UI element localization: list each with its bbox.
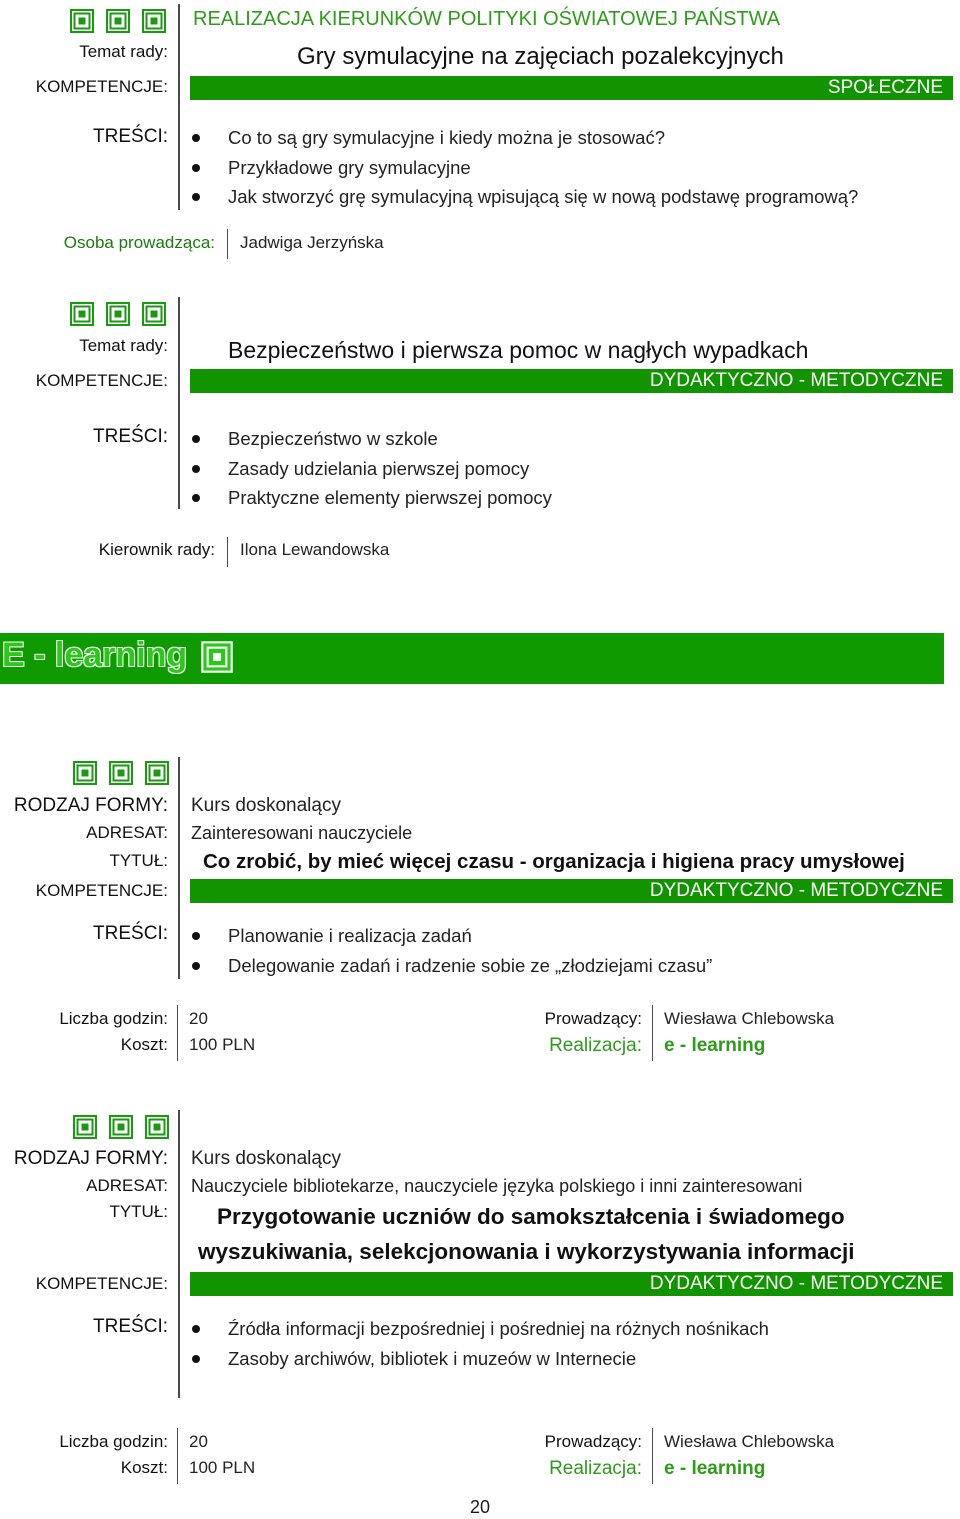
leader-value: Wiesława Chlebowska xyxy=(664,1009,835,1028)
person-name: Jadwiga Jerzyńska xyxy=(240,233,384,252)
list-item: Bezpieczeństwo w szkole xyxy=(190,424,552,454)
divider xyxy=(177,1005,178,1061)
adresat-label: ADRESAT: xyxy=(86,1176,168,1195)
square-icon xyxy=(106,302,130,326)
leader-label: Prowadzący: xyxy=(544,1432,642,1451)
square-icon xyxy=(145,1115,169,1139)
tresci-list xyxy=(190,123,858,212)
temat-label: Temat rady: xyxy=(79,42,168,61)
square-icon xyxy=(73,761,97,785)
temat-label: Temat rady: xyxy=(79,336,168,355)
course-title-line1: Przygotowanie uczniów do samokształcenia i świadomego xyxy=(217,1204,845,1229)
adresat-label: ADRESAT: xyxy=(86,823,168,842)
realizacja-label: Realizacja: xyxy=(549,1458,642,1479)
square-icon xyxy=(142,9,166,33)
tresci-list xyxy=(190,921,712,980)
kompetencje-bar xyxy=(190,369,953,393)
kompetencje-value: DYDAKTYCZNO - METODYCZNE xyxy=(649,880,943,901)
section-header: REALIZACJA KIERUNKÓW POLITYKI OŚWIATOWEJ PAŃSTWA xyxy=(193,8,781,30)
adresat-value: Zainteresowani nauczyciele xyxy=(191,823,413,843)
course-title: Co zrobić, by mieć więcej czasu - organizacja i higiena pracy umysłowej xyxy=(203,850,905,873)
list-item: Praktyczne elementy pierwszej pomocy xyxy=(190,483,552,513)
realizacja-value: e - learning xyxy=(664,1458,766,1479)
adresat-value: Nauczyciele bibliotekarze, nauczyciele języka polskiego i inni zainteresowani xyxy=(191,1176,803,1196)
tresci-label: TREŚCI: xyxy=(93,426,168,447)
divider xyxy=(227,537,228,567)
section-banner xyxy=(0,633,944,684)
tresci-list xyxy=(190,424,552,513)
leader-value: Wiesława Chlebowska xyxy=(664,1432,835,1451)
leader-label: Prowadzący: xyxy=(544,1009,642,1028)
kompetencje-bar xyxy=(190,879,953,903)
list-item: Przykładowe gry symulacyjne xyxy=(190,153,858,183)
decor-icons xyxy=(70,302,166,326)
rada-title: Bezpieczeństwo i pierwsza pomoc w nagłych wypadkach xyxy=(228,337,809,363)
hours-value: 20 xyxy=(189,1009,208,1028)
course-title-line2: wyszukiwania, selekcjonowania i wykorzystywania informacji xyxy=(198,1239,855,1264)
divider xyxy=(652,1428,653,1484)
rodzaj-label: RODZAJ FORMY: xyxy=(13,1148,168,1169)
decor-icons xyxy=(73,761,169,785)
decor-icons xyxy=(73,1115,169,1139)
square-icon xyxy=(201,641,233,673)
tytul-label: TYTUŁ: xyxy=(109,1202,168,1221)
tresci-list xyxy=(190,1314,769,1373)
list-item: Zasady udzielania pierwszej pomocy xyxy=(190,454,552,484)
realizacja-label: Realizacja: xyxy=(549,1035,642,1056)
square-icon xyxy=(106,9,130,33)
kompetencje-value: DYDAKTYCZNO - METODYCZNE xyxy=(649,1273,943,1294)
list-item: Zasoby archiwów, bibliotek i muzeów w Internecie xyxy=(190,1344,769,1374)
tresci-label: TREŚCI: xyxy=(93,923,168,944)
kompetencje-label: KOMPETENCJE: xyxy=(35,1274,168,1293)
list-item: Źródła informacji bezpośredniej i pośredniej na różnych nośnikach xyxy=(190,1314,769,1344)
square-icon xyxy=(145,761,169,785)
divider xyxy=(178,297,180,509)
divider xyxy=(652,1005,653,1061)
page-number: 20 xyxy=(469,1497,491,1517)
hours-value: 20 xyxy=(189,1432,208,1451)
hours-label: Liczba godzin: xyxy=(59,1432,168,1451)
list-item: Delegowanie zadań i radzenie sobie ze „złodziejami czasu” xyxy=(190,951,712,981)
person-name: Ilona Lewandowska xyxy=(240,540,390,559)
person-label: Kierownik rady: xyxy=(98,540,215,559)
square-icon xyxy=(70,9,94,33)
cost-value: 100 PLN xyxy=(189,1458,256,1477)
tresci-label: TREŚCI: xyxy=(93,1316,168,1337)
divider xyxy=(178,757,180,979)
cost-label: Koszt: xyxy=(120,1035,168,1054)
square-icon xyxy=(142,302,166,326)
kompetencje-bar xyxy=(190,76,953,100)
rodzaj-value: Kurs doskonalący xyxy=(191,795,341,816)
kompetencje-bar xyxy=(190,1272,953,1296)
list-item: Jak stworzyć grę symulacyjną wpisującą się w nową podstawę programową? xyxy=(190,182,858,212)
divider xyxy=(178,1110,180,1398)
kompetencje-label: KOMPETENCJE: xyxy=(35,371,168,390)
kompetencje-value: DYDAKTYCZNO - METODYCZNE xyxy=(649,370,943,391)
list-item: Co to są gry symulacyjne i kiedy można je stosować? xyxy=(190,123,858,153)
rada-title: Gry symulacyjne na zajęciach pozalekcyjnych xyxy=(297,43,784,70)
realizacja-value: e - learning xyxy=(664,1035,766,1056)
rodzaj-value: Kurs doskonalący xyxy=(191,1148,341,1169)
square-icon xyxy=(109,761,133,785)
square-icon xyxy=(109,1115,133,1139)
kompetencje-value: SPOŁECZNE xyxy=(827,77,943,98)
decor-icons xyxy=(70,9,166,33)
divider xyxy=(178,4,180,210)
tresci-label: TREŚCI: xyxy=(93,126,168,147)
square-icon xyxy=(73,1115,97,1139)
hours-label: Liczba godzin: xyxy=(59,1009,168,1028)
banner-title: E - learning xyxy=(2,636,188,674)
rodzaj-label: RODZAJ FORMY: xyxy=(13,795,168,816)
square-icon xyxy=(70,302,94,326)
divider xyxy=(227,229,228,259)
kompetencje-label: KOMPETENCJE: xyxy=(35,881,168,900)
cost-label: Koszt: xyxy=(120,1458,168,1477)
person-label: Osoba prowadząca: xyxy=(63,233,215,252)
list-item: Planowanie i realizacja zadań xyxy=(190,921,712,951)
divider xyxy=(177,1428,178,1484)
tytul-label: TYTUŁ: xyxy=(109,851,168,870)
cost-value: 100 PLN xyxy=(189,1035,256,1054)
kompetencje-label: KOMPETENCJE: xyxy=(35,77,168,96)
